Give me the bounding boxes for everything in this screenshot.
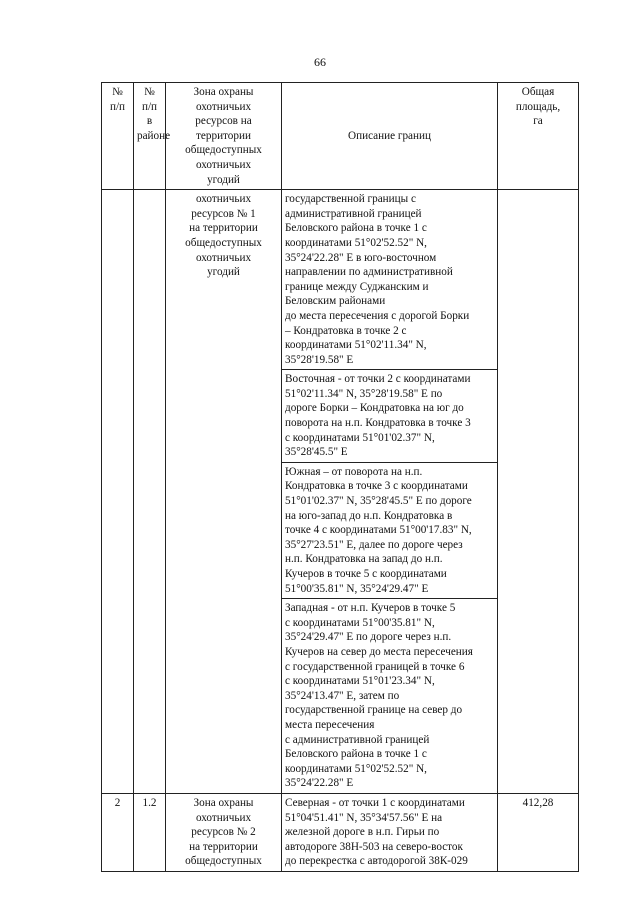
header-area: Общая площадь, га [498,83,579,190]
row2-number: 2 [102,793,134,871]
row2-zone: Зона охраны охотничьих ресурсов № 2 на территории общедоступных [166,793,282,871]
page-number: 66 [314,55,326,69]
row1-zone-cell: охотничьих ресурсов № 1 на территории общедоступных охотничьих угодий [166,190,282,794]
header-zone: Зона охраны охотничьих ресурсов на территории общедоступных охотничьих угодий [166,83,282,190]
row1-district-cell [134,190,166,794]
header-district-number: № п/п в районе [134,83,166,190]
row1-boundary-north: государственной границы с административной границей Беловского района в точке 1 с координатами 51°02'52.52" N, 35°24'22.28" E в юго-восточном направлении по административной границе между Суджанским и Беловским районами до места пересечения с дорогой Борки – Кондратовка в точке 2 с координатами 51°02'11.34" N, 35°28'19.58" E [282,190,498,370]
row1-boundary-west: Западная - от н.п. Кучеров в точке 5 с координатами 51°00'35.81" N, 35°24'29.47" E по дороге через н.п. Кучеров на север до места пересечения с государственной границей в точке 6 с координатами 51°01'23.34" N, 35°24'13.47" E, затем по государственной границе на север до места пересечения с административной границей Беловского района в точке 1 с координатами 51°02'52.52" N, 35°24'22.28" E [282,599,498,794]
row1-area-cell [498,190,579,794]
zones-table [101,82,579,872]
row1-number-cell [102,190,134,794]
row1-boundary-east: Восточная - от точки 2 с координатами 51°02'11.34" N, 35°28'19.58" E по дороге Борки – Кондратовка на юг до поворота на н.п. Кондратовка в точке 3 с координатами 51°01'02.37" N, 35°28'45.5" E [282,370,498,463]
row2-boundary-north: Северная - от точки 1 с координатами 51°04'51.41" N, 35°34'57.56" E на железной дороге в н.п. Гирьи по автодороге 38Н-503 на северо-восток до перекрестка с автодорогой 38К-029 [282,793,498,871]
header-row-number: № п/п [102,83,134,190]
header-description: Описание границ [282,83,498,190]
row1-boundary-south: Южная – от поворота на н.п. Кондратовка в точке 3 с координатами 51°01'02.37" N, 35°28'45.5" E по дороге на юго-запад до н.п. Кондратовка в точке 4 с координатами 51°00'17.83" N, 35°27'23.51" E, далее по дороге через н.п. Кондратовка на запад до н.п. Кучеров в точке 5 с координатами 51°00'35.81" N, 35°24'29.47" E [282,462,498,598]
table-row [102,190,579,370]
table-row [102,793,579,871]
row2-area: 412,28 [498,793,579,871]
row2-district-number: 1.2 [134,793,166,871]
table-header-row [102,83,579,190]
